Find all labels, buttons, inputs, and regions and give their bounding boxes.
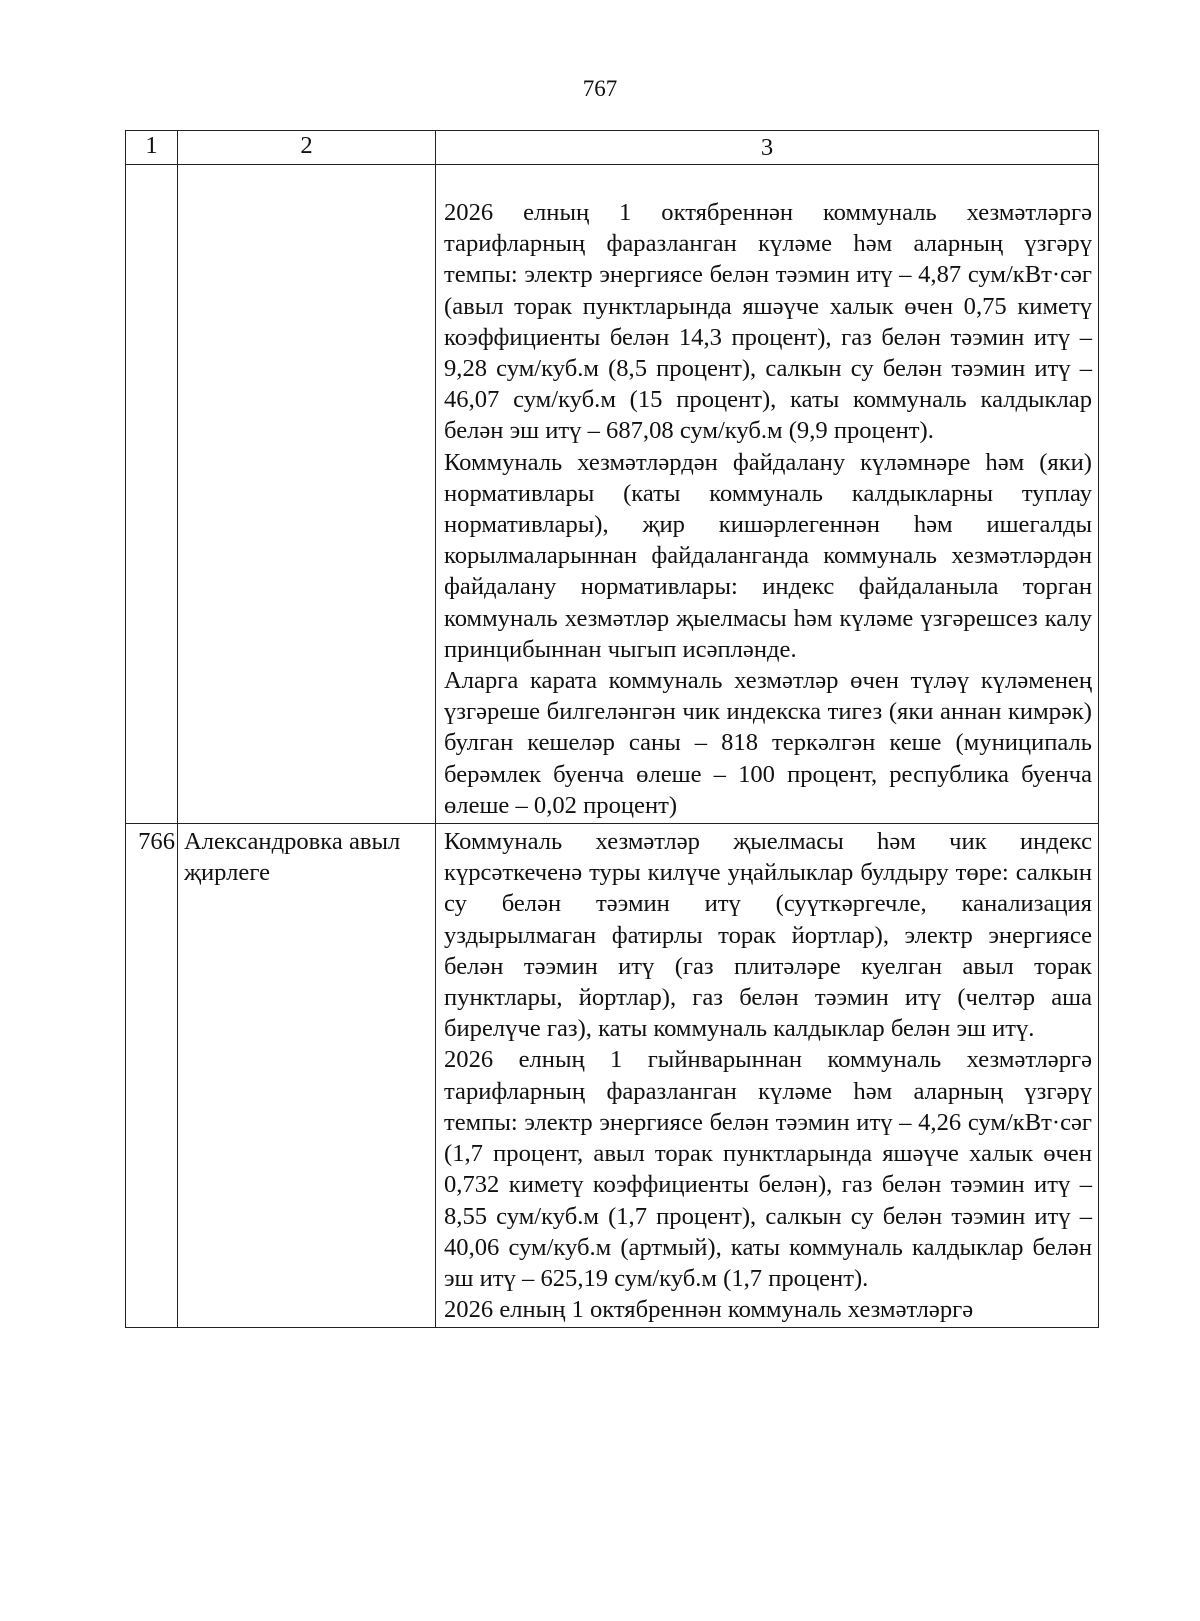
table-row [126,824,1099,1328]
row-content [436,165,1099,824]
content-paragraph: Коммуналь хезмәтләрдән файдалану күләмнәре һәм (яки) нормативлары (каты коммуналь калдыкларны туплау нормативлары), җир кишәрлегеннән һәм ишегалды корылмаларыннан файдаланганда коммуналь хезмәтләрдән файдалану нормативлары: индекс файдаланыла торган коммуналь хезмәтләр җыелмасы һәм күләме үзгәрешсез калу принцибыннан чыгып исәпләнде. [444,448,1092,663]
content-paragraph: 2026 елның 1 октябреннән коммуналь хезмәтләргә [444,1296,974,1324]
page-number: 767 [582,76,618,101]
header-cell-1: 1 [126,131,178,165]
content-paragraph: Коммуналь хезмәтләр җыелмасы һәм чик индекс күрсәткеченә туры килүче уңайлыклар булдыру төре: салкын су белән тәэмин итү (суүткәргечле, канализация уздырылмаган фатирлы торак йортлар), электр энергиясе белән тәэмин итү (газ плитәләре куелган авыл торак пунктлары, йортлар), газ белән тәэмин итү (челтәр аша бирелүче газ), каты коммуналь калдыклар белән эш итү. [444,828,1092,1043]
document-table [125,130,1099,1328]
content-paragraph: Аларга карата коммуналь хезмәтләр өчен түләү күләменең үзгәреше билгеләнгән чик индекска тигез (яки аннан кимрәк) булган кешеләр саны – 818 теркәлгән кеше (муниципаль берәмлек буенча өлеше – 100 процент, республика буенча өлеше – 0,02 процент) [444,667,1092,819]
settlement-name: Александровка авыл җирлеге [178,824,436,1328]
settlement-name [178,165,436,824]
header-cell-2: 2 [178,131,436,165]
row-number [126,165,178,824]
header-cell-3: 3 [436,131,1099,165]
row-number: 766 [126,824,178,1328]
table-row [126,165,1099,824]
row-content [436,824,1099,1328]
content-paragraph: 2026 елның 1 гыйнварыннан коммуналь хезмәтләргә тарифларның фаразланган күләме һәм аларның үзгәрү темпы: электр энергиясе белән тәэмин итү – 4,26 сум/кВт·сәг (1,7 процент, авыл торак пунктларында яшәүче халык өчен 0,732 киметү коэффициенты белән), газ белән тәэмин итү – 8,55 сум/куб.м (1,7 процент), салкын су белән тәэмин итү – 40,06 сум/куб.м (артмый), каты коммуналь калдыклар белән эш итү – 625,19 сум/куб.м (1,7 процент). [444,1046,1092,1292]
content-paragraph: 2026 елның 1 октябреннән коммуналь хезмәтләргә тарифларның фаразланган күләме һәм аларның үзгәрү темпы: электр энергиясе белән тәэмин итү – 4,87 сум/кВт·сәг (авыл торак пунктларында яшәүче халык өчен 0,75 киметү коэффициенты белән 14,3 процент), газ белән тәэмин итү – 9,28 сум/куб.м (8,5 процент), салкын су белән тәэмин итү – 46,07 сум/куб.м (15 процент), каты коммуналь калдыклар белән эш итү – 687,08 сум/куб.м (9,9 процент). [444,199,1092,445]
table-header-row [126,131,1099,165]
